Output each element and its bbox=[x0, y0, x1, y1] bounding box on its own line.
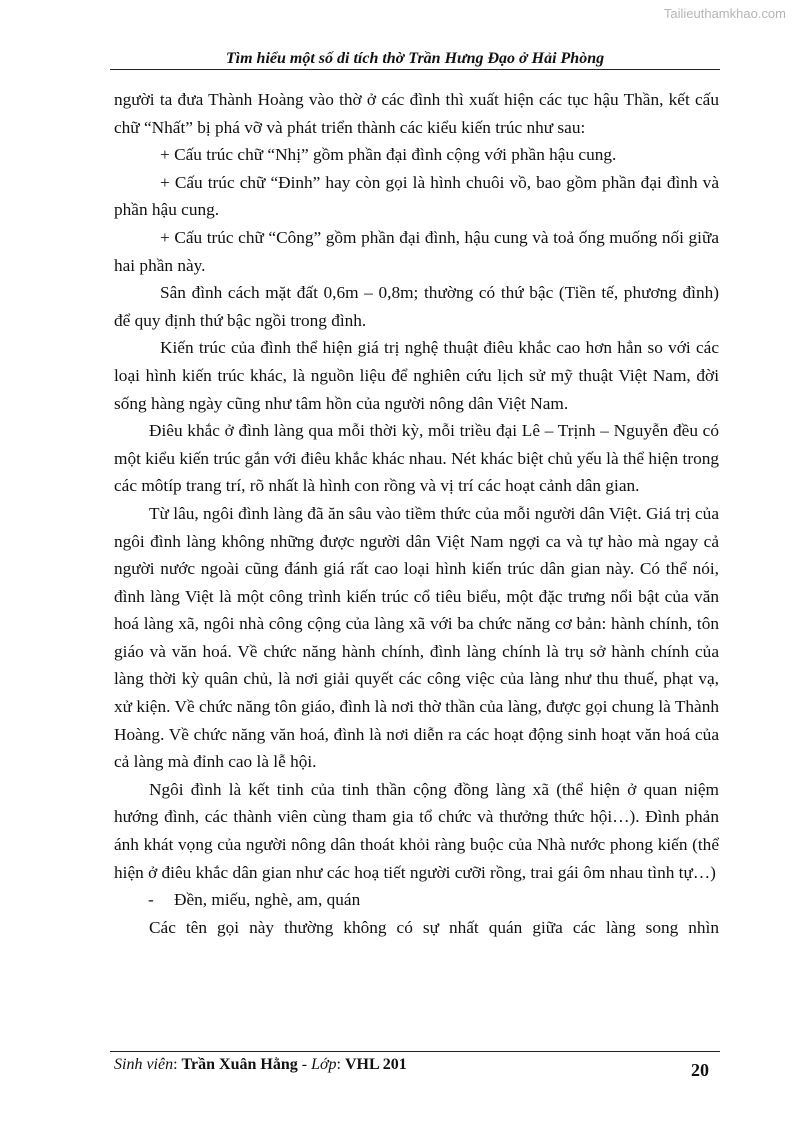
list-item bbox=[114, 886, 719, 914]
paragraph-4: + Cấu trúc chữ “Công” gồm phần đại đình, hậu cung và toả ống muống nối giữa hai phần này. bbox=[114, 227, 719, 275]
paragraph-7: Điêu khắc ở đình làng qua mỗi thời kỳ, mỗi triều đại Lê – Trịnh – Nguyễn đều có một kiểu kiến trúc gắn với điêu khắc khác nhau. Nét khác biệt chủ yếu là thể hiện trong các môtíp trang trí, rõ nhất là hình con rồng và vị trí các hoạt cảnh dân gian. bbox=[114, 421, 719, 496]
list-item-text: Đền, miếu, nghè, am, quán bbox=[174, 890, 361, 910]
paragraph-6: Kiến trúc của đình thể hiện giá trị nghệ thuật điêu khắc cao hơn hẳn so với các loại hình kiến trúc khác, là nguồn liệu để nghiên cứu lịch sử mỹ thuật Việt Nam, đời sống hàng ngày cũng như tâm hồn của người nông dân Việt Nam. bbox=[114, 338, 719, 413]
paragraph-2: + Cấu trúc chữ “Nhị” gồm phần đại đình cộng với phần hậu cung. bbox=[160, 145, 617, 165]
paragraph-last: Các tên gọi này thường không có sự nhất quán giữa các làng song nhìn bbox=[149, 917, 719, 937]
list-marker: - bbox=[148, 890, 154, 910]
student-name: Trần Xuân Hằng bbox=[181, 1056, 298, 1073]
student-label: Sinh viên bbox=[114, 1056, 174, 1073]
page-footer: Sinh viên: Trần Xuân Hằng - Lớp: VHL 201 bbox=[114, 1056, 407, 1073]
paragraph-8: Từ lâu, ngôi đình làng đã ăn sâu vào tiềm thức của mỗi người dân Việt. Giá trị của ngôi đình làng không những được người dân Việt Nam ngợi ca và tự hào mà ngay cả người nước ngoài cũng đánh giá rất cao loại hình kiến trúc dân gian này. Có thể nói, đình làng Việt là một công trình kiến trúc cổ tiêu biểu, một đặc trưng nổi bật của văn hoá làng xã, ngôi nhà công cộng của làng xã với ba chức năng cơ bản: hành chính, tôn giáo và văn hoá. Về chức năng hành chính, đình làng chính là trụ sở hành chính của làng thời kỳ quân chủ, là nơi giải quyết các công việc của làng như thu thuế, phạt vạ, xử kiện. Về chức năng tôn giáo, đình là nơi thờ thần của làng, được gọi chung là Thành Hoàng. Về chức năng văn hoá, đình là nơi diễn ra các hoạt động sinh hoạt văn hoá của cả làng mà đỉnh cao là lễ hội. bbox=[114, 503, 719, 772]
page-number: 20 bbox=[691, 1060, 709, 1080]
paragraph-1: người ta đưa Thành Hoàng vào thờ ở các đình thì xuất hiện các tục hậu Thần, kết cấu chữ “Nhất” bị phá vỡ và phát triển thành các kiểu kiến trúc như sau: bbox=[114, 90, 719, 137]
paragraph-9: Ngôi đình là kết tinh của tinh thần cộng đồng làng xã (thể hiện ở quan niệm hướng đình, các thành viên cùng tham gia tổ chức và thưởng thức hội…). Đình phản ánh khát vọng của người nông dân thoát khỏi ràng buộc của Nhà nước phong kiến (thể hiện ở điêu khắc dân gian như các hoạ tiết người cưỡi rồng, trai gái ôm nhau tình tự…) bbox=[114, 779, 719, 882]
page-header-title: Tìm hiểu một số di tích thờ Trần Hưng Đạo ở Hải Phòng bbox=[225, 50, 605, 67]
watermark: Tailieuthamkhao.com bbox=[663, 6, 786, 21]
footer-divider bbox=[110, 1051, 720, 1052]
document-body bbox=[114, 86, 719, 941]
class-name: VHL 201 bbox=[344, 1056, 407, 1073]
header-divider bbox=[110, 69, 720, 70]
paragraph-3: + Cấu trúc chữ “Đinh” hay còn gọi là hình chuôi vồ, bao gồm phần đại đình và phần hậu cung. bbox=[114, 172, 719, 220]
paragraph-5: Sân đình cách mặt đất 0,6m – 0,8m; thường có thứ bậc (Tiền tế, phương đình) để quy định thứ bậc ngồi trong đình. bbox=[114, 283, 719, 330]
class-label: Lớp bbox=[311, 1056, 337, 1073]
